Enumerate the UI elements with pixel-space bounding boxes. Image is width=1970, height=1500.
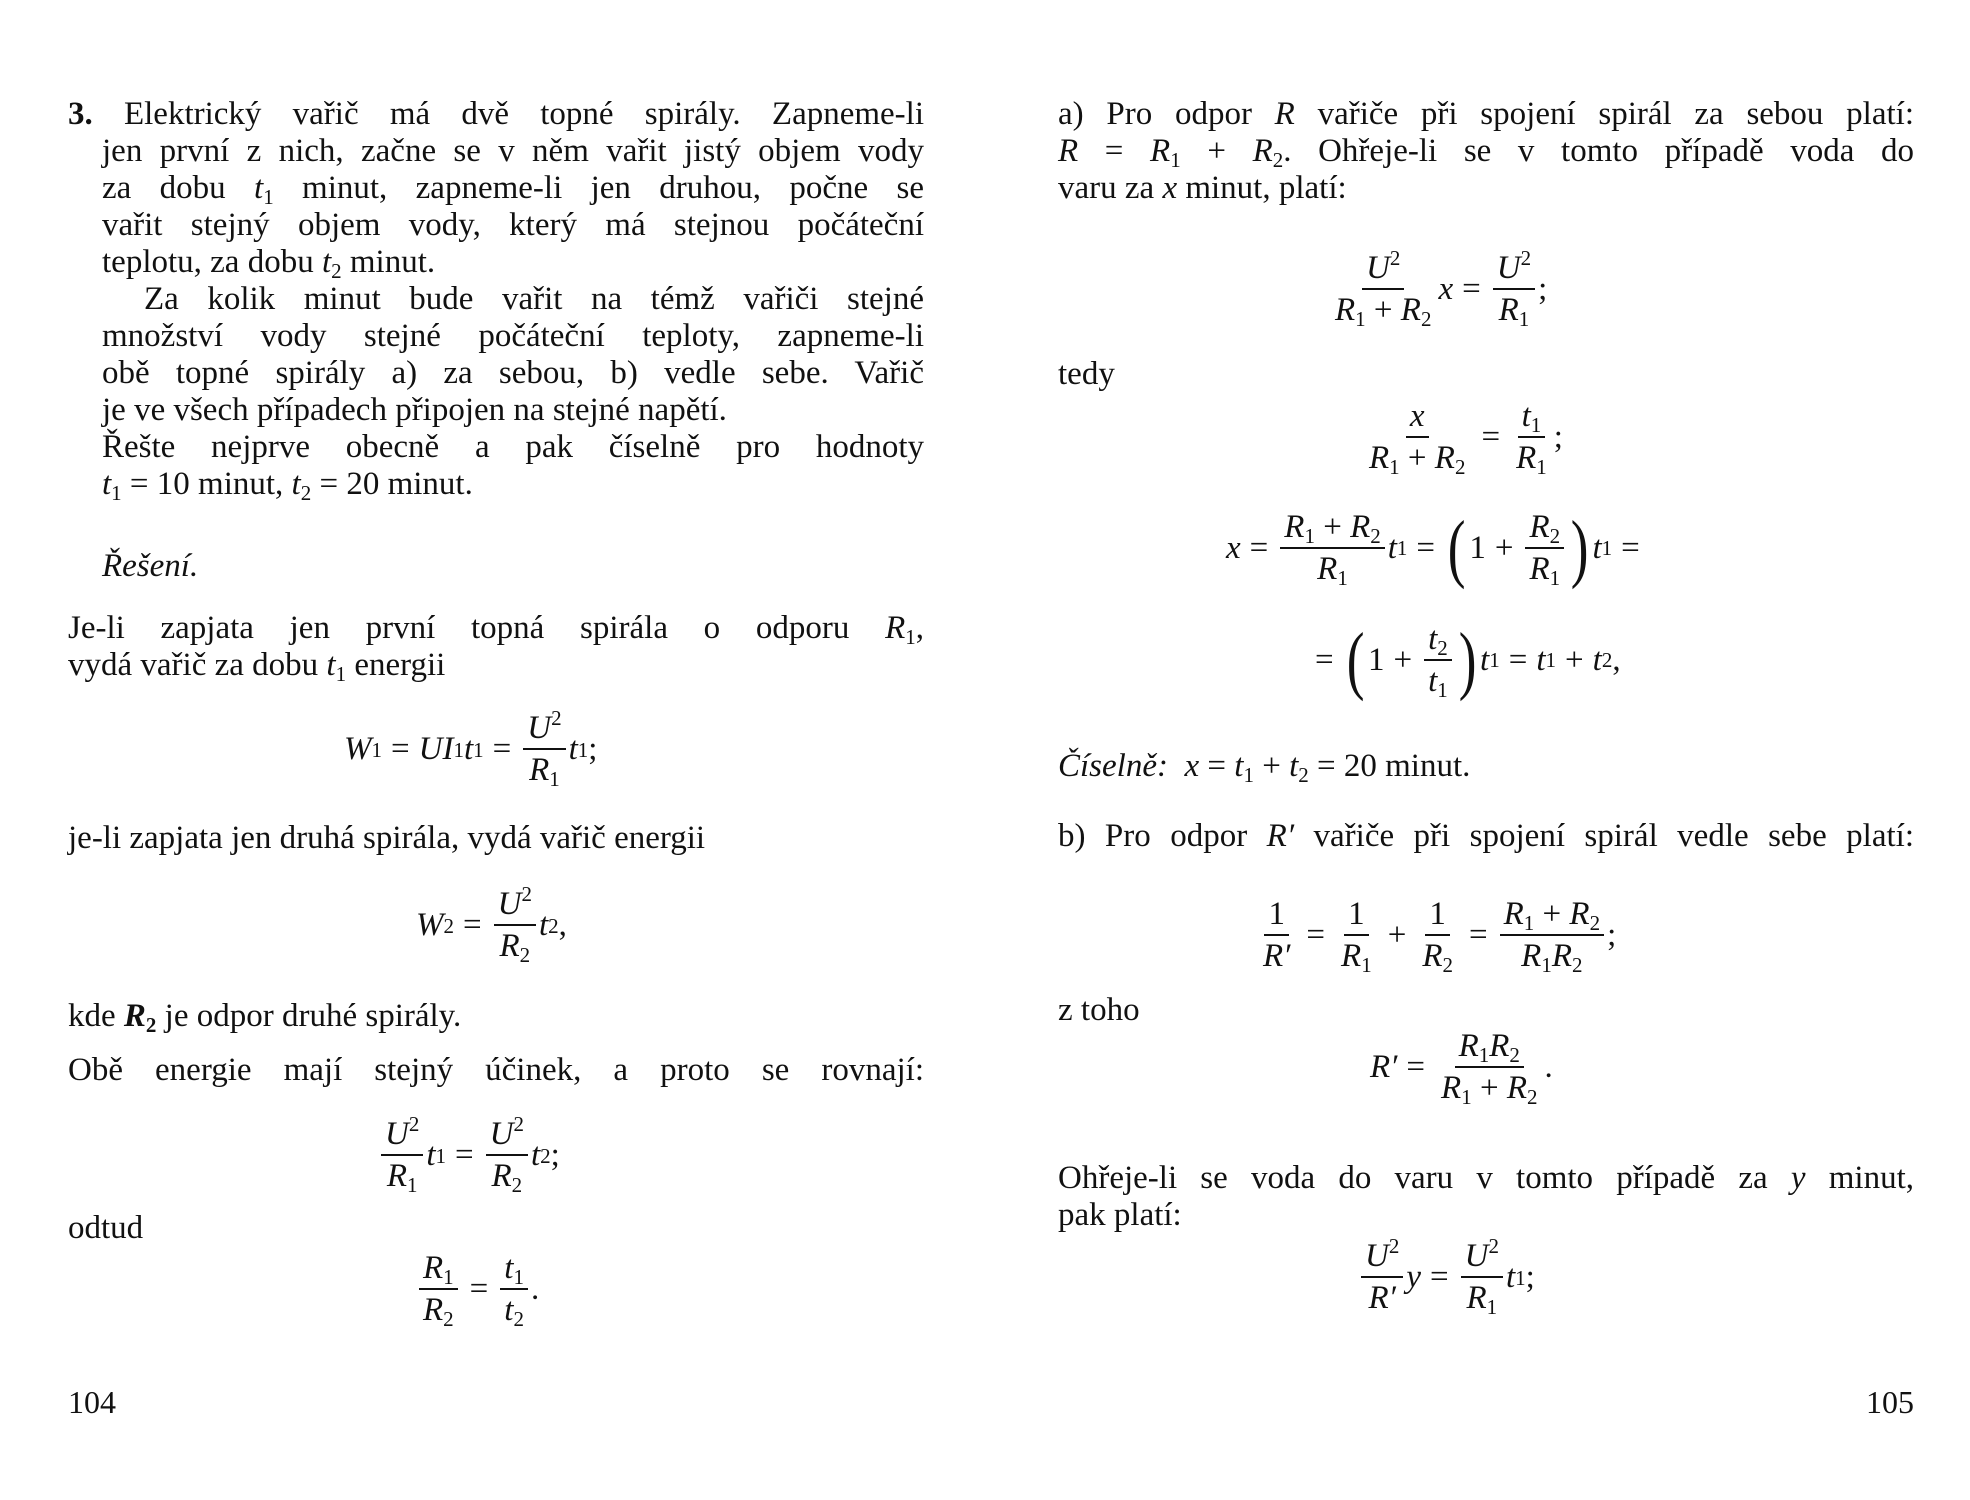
right-page — [1058, 0, 1914, 1500]
equation-r-prime: R′ = $\frac{R_1R_2}{R_1 + R_2}$ . — [1370, 1028, 1553, 1109]
part-a-intro: a) Pro odpor R vařiče při spojení spirál za sebou platí: $R = R_1 + R_2$. Ohřeje-li se v tomto případě voda do varu za x minut, platí: — [1058, 96, 1915, 206]
paragraph-y-minutes: Ohřeje-li se voda do varu v tomto případě za y minut, pak platí: — [1058, 1160, 1914, 1233]
equation-x-derivation-1: x = $\frac{R_1 + R_2}{R_1}$ t 1 = ( 1 + $\frac{R_2}{R_1}$ ) t 1 = — [1226, 506, 1640, 590]
equation-x-derivation-2: = ( 1 + $\frac{t_2}{t_1}$ ) t 1 = t 1 + t 2 , — [1315, 618, 1621, 702]
word-odtud: odtud — [68, 1210, 144, 1246]
equation-w1: W 1 = U I 1 t 1 = $\frac{U^2}{R_1}$ t 1 ; — [344, 706, 598, 791]
left-page — [68, 0, 924, 1500]
equation-parallel-resistance: $\frac{1}{R'}$ = $\frac{1}{R_1}$ + $\frac{1}{R_2}$ = $\frac{R_1 + R_2}{R_1R_2}$ ; — [1263, 896, 1617, 977]
problem-number: 3. — [68, 96, 93, 132]
numeric-result-series: Číselně: $x = t_1 + t_2 = 20$ minut. — [1058, 748, 1471, 787]
paragraph-equal-energies: Obě energie mají stejný účinek, a proto se rovnají: — [68, 1052, 924, 1088]
word-tedy: tedy — [1058, 356, 1115, 392]
part-b-intro: b) Pro odpor R′ vařiče při spojení spirál vedle sebe platí: — [1058, 818, 1914, 854]
equation-series-energy: $\frac{U^2}{R_1 + R_2}$ x = $\frac{U^2}{R_1}$ ; — [1335, 246, 1548, 331]
equation-ratio: $\frac{R_1}{R_2}$ = $\frac{t_1}{t_2}$ . — [416, 1252, 539, 1327]
paragraph-r2-definition: kde $R_2$ je odpor druhé spirály. — [68, 998, 462, 1037]
equation-x-ratio: $\frac{x}{R_1 + R_2}$ = $\frac{t_1}{R_1}$ ; — [1369, 398, 1563, 479]
page-number-right: 105 — [1866, 1384, 1914, 1420]
word-z-toho: z toho — [1058, 992, 1140, 1028]
paragraph-first-spiral: Je-li zapjata jen první topná spirála o odporu $R_1$, vydá vařič za dobu $t_1$ energii — [68, 610, 924, 686]
equation-energies-equal: $\frac{U^2}{R_1}$ t 1 = $\frac{U^2}{R_2}$ t 2 ; — [378, 1118, 560, 1193]
paragraph-second-spiral: je-li zapjata jen druhá spirála, vydá vařič energii — [68, 820, 706, 856]
solution-heading: Řešení. — [102, 548, 199, 584]
page-number-left: 104 — [68, 1384, 116, 1420]
problem-statement: 3. Elektrický vařič má dvě topné spirály. Zapneme-li jen první z nich, začne se v něm vařit jistý objem vody za dobu $t_1$ minut, zapneme-li jen druhou, počne se vařit stejný objem vody, který má stejnou počáteční teplotu, za dobu $t_2$ minut. Za kolik minut bude vařit na témž vařiči stejné množství vody stejné počáteční teploty, zapneme-li obě topné spirály a) za sebou, b) vedle sebe. Vařič je ve všech případech připojen na stejné napětí. Řešte nejprve obecně a pak číselně pro hodnoty $t_1 = 10$ minut, $t_2 = 20$ minut. — [68, 96, 925, 505]
equation-w2: W 2 = $\frac{U^2}{R_2}$ t 2 , — [416, 882, 567, 967]
equation-parallel-energy: $\frac{U^2}{R'}$ y = $\frac{U^2}{R_1}$ t 1 ; — [1358, 1240, 1535, 1315]
